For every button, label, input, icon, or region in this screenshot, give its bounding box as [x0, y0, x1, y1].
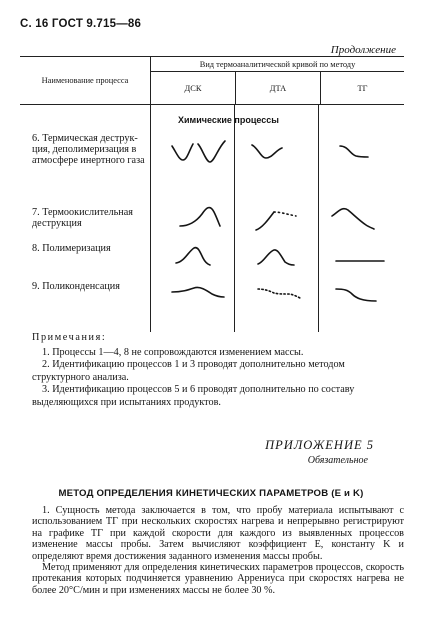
process-item: 7. Термоокислительная деструкция	[32, 207, 133, 229]
process-item: 9. Поликонденсация	[32, 281, 120, 292]
paragraph: 1. Сущность метода заключается в том, что пробу материала испытывают с использованием ТГ при нескольких скоростях нагрева и непрерывно регистрируют на графике ТГ при каждой скорости для каждого из выявленных процессов изменение массы пробы. Затем вычисляют коэффициент E, константу K и определяют время достижения заданного изменения массы пробы.	[32, 505, 404, 562]
process-item: 8. Полимеризация	[32, 243, 111, 254]
tg-curve-row6	[340, 146, 368, 157]
page-header: С. 16 ГОСТ 9.715—86	[20, 18, 142, 30]
tg-curve-row7	[332, 209, 374, 229]
dta-curve-row7	[256, 212, 274, 230]
name-column-header: Наименование процесса	[20, 57, 151, 105]
dta-curve-row7-dotted	[274, 212, 296, 216]
curve-group-header: Вид термоаналитической кривой по методу	[151, 57, 405, 72]
column-tg: ТГ	[321, 72, 405, 105]
note-item: 1. Процессы 1—4, 8 не сопровождаются изменением массы.	[42, 346, 304, 358]
dta-curve-row8	[258, 250, 294, 265]
body-text	[32, 505, 404, 596]
dta-curve-row6	[252, 145, 282, 158]
dsc-curve-row6-second	[198, 141, 225, 162]
column-dta: ДТА	[236, 72, 321, 105]
process-item: 6. Термическая деструк- ция, деполимеризация в атмосфере инертного газа	[32, 133, 145, 166]
method-title: МЕТОД ОПРЕДЕЛЕНИЯ КИНЕТИЧЕСКИХ ПАРАМЕТРОВ (E и K)	[58, 488, 364, 499]
notes-block	[32, 332, 404, 409]
column-dsc: ДСК	[151, 72, 236, 105]
section-title: Химические процессы	[178, 115, 279, 125]
note-item: 2. Идентификацию процессов 1 и 3 проводят дополнительно методом структурного анализа.	[32, 359, 345, 383]
appendix-title: ПРИЛОЖЕНИЕ 5	[265, 438, 374, 452]
appendix-subtitle: Обязательное	[307, 455, 368, 466]
continuation-label: Продолжение	[330, 44, 396, 56]
tg-curve-row9	[336, 289, 376, 301]
dsc-curve-row8	[176, 248, 210, 265]
dta-curve-row9	[258, 289, 300, 298]
notes-title: Примечания:	[32, 332, 107, 343]
dsc-curve-row6	[172, 144, 193, 160]
paragraph: Метод применяют для определения кинетических параметров процессов, скорость протекания которых подчиняется уравнению Аррениуса при скоростях нагрева не более 20°С/мин и при изменениях массы не более 30 %.	[32, 562, 404, 596]
dsc-curve-row7	[180, 208, 220, 226]
dsc-curve-row9	[172, 287, 224, 297]
note-item: 3. Идентификацию процессов 5 и 6 проводят дополнительно по составу выделяющихся при испытаниях продуктов.	[32, 384, 355, 408]
